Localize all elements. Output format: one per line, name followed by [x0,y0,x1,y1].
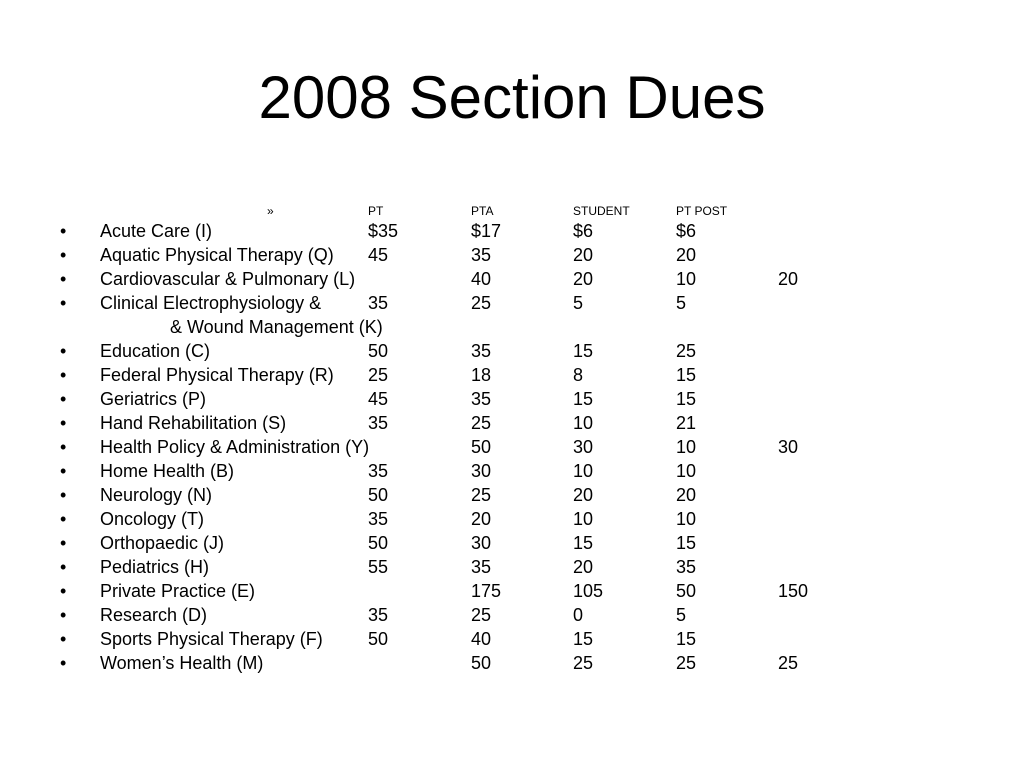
header-marker: » [267,204,274,218]
dues-pt: 50 [368,533,389,553]
dues-pta: 35 [471,341,492,361]
dues-pt-post: 35 [676,557,697,577]
dues-pt: 35 [368,413,389,433]
dues-pt-post: $6 [676,221,697,241]
section-name: Sports Physical Therapy (F) [100,629,323,649]
dues-student: 10 [573,461,594,481]
dues-student: 10 [573,509,594,529]
bullet: • [60,245,67,265]
column-headers [0,203,1024,219]
dues-pta: 20 [471,509,492,529]
dues-extra: 30 [778,437,799,457]
dues-pt-post: 25 [676,341,697,361]
dues-pta: 50 [471,437,492,457]
section-name: Women’s Health (M) [100,653,264,673]
bullet: • [60,437,67,457]
list-item-continuation [0,315,1024,339]
section-name: Orthopaedic (J) [100,533,225,553]
dues-student: 20 [573,485,594,505]
dues-pt: 35 [368,293,389,313]
dues-student: 20 [573,269,594,289]
dues-pta: 40 [471,629,492,649]
dues-pta: 25 [471,413,492,433]
dues-pt: 35 [368,605,389,625]
dues-pt-post: 15 [676,533,697,553]
bullet: • [60,413,67,433]
section-name: Oncology (T) [100,509,205,529]
section-name: Acute Care (I) [100,221,213,241]
dues-student: $6 [573,221,594,241]
header-student: STUDENT [573,204,630,218]
list-item [0,387,1024,411]
bullet: • [60,509,67,529]
section-name: Clinical Electrophysiology & [100,293,322,313]
bullet: • [60,557,67,577]
bullet: • [60,485,67,505]
dues-pta: 50 [471,653,492,673]
dues-pta: $17 [471,221,502,241]
dues-pt-post: 15 [676,629,697,649]
header-pt: PT [368,204,384,218]
bullet: • [60,605,67,625]
dues-pta: 175 [471,581,502,601]
dues-pt: 50 [368,629,389,649]
section-name: Cardiovascular & Pulmonary (L) [100,269,356,289]
bullet: • [60,533,67,553]
section-name: Home Health (B) [100,461,235,481]
dues-student: 15 [573,629,594,649]
list-item [0,627,1024,651]
slide-title: 2008 Section Dues [258,64,766,131]
dues-pt-post: 5 [676,605,687,625]
section-name: Neurology (N) [100,485,213,505]
section-name: Federal Physical Therapy (R) [100,365,334,385]
dues-pt-post: 25 [676,653,697,673]
bullet: • [60,269,67,289]
list-item [0,459,1024,483]
section-name: Health Policy & Administration (Y) [100,437,370,457]
header-pt-post: PT POST [676,204,728,218]
header-pta: PTA [471,204,494,218]
list-item [0,363,1024,387]
bullet: • [60,581,67,601]
dues-student: 15 [573,533,594,553]
dues-pta: 30 [471,533,492,553]
dues-extra: 20 [778,269,799,289]
dues-student: 20 [573,557,594,577]
section-name: Geriatrics (P) [100,389,207,409]
section-name: Pediatrics (H) [100,557,210,577]
list-item [0,507,1024,531]
list-item [0,603,1024,627]
dues-student: 20 [573,245,594,265]
dues-pt-post: 20 [676,245,697,265]
bullet: • [60,461,67,481]
dues-student: 5 [573,293,584,313]
list-item [0,651,1024,675]
dues-extra: 150 [778,581,809,601]
dues-pt: 25 [368,365,389,385]
dues-pt: 55 [368,557,389,577]
dues-student: 8 [573,365,584,385]
dues-pt-post: 15 [676,365,697,385]
list-item [0,411,1024,435]
dues-pt: 45 [368,389,389,409]
dues-pta: 25 [471,605,492,625]
dues-pt-post: 20 [676,485,697,505]
section-name: Hand Rehabilitation (S) [100,413,287,433]
bullet: • [60,365,67,385]
dues-list [0,219,1024,675]
bullet: • [60,221,67,241]
list-item [0,243,1024,267]
dues-pta: 35 [471,389,492,409]
list-item [0,531,1024,555]
section-name-continuation: & Wound Management (K) [170,317,383,337]
dues-pta: 40 [471,269,492,289]
dues-pt: 45 [368,245,389,265]
dues-pta: 25 [471,293,492,313]
bullet: • [60,629,67,649]
dues-pta: 30 [471,461,492,481]
dues-pt-post: 50 [676,581,697,601]
section-name: Research (D) [100,605,208,625]
dues-pt: 35 [368,509,389,529]
dues-pt-post: 10 [676,509,697,529]
dues-student: 105 [573,581,604,601]
dues-extra: 25 [778,653,799,673]
dues-pt-post: 21 [676,413,697,433]
dues-pta: 25 [471,485,492,505]
dues-student: 15 [573,389,594,409]
dues-pta: 18 [471,365,492,385]
dues-pt: 35 [368,461,389,481]
bullet: • [60,389,67,409]
dues-pt-post: 10 [676,269,697,289]
section-name: Aquatic Physical Therapy (Q) [100,245,334,265]
dues-student: 0 [573,605,584,625]
dues-pt-post: 5 [676,293,687,313]
dues-pta: 35 [471,557,492,577]
dues-pt: 50 [368,341,389,361]
list-item [0,291,1024,315]
dues-student: 30 [573,437,594,457]
list-item [0,219,1024,243]
list-item [0,435,1024,459]
dues-pt-post: 10 [676,461,697,481]
dues-student: 10 [573,413,594,433]
list-item [0,555,1024,579]
section-name: Private Practice (E) [100,581,256,601]
list-item [0,339,1024,363]
bullet: • [60,293,67,313]
dues-pta: 35 [471,245,492,265]
dues-pt: $35 [368,221,399,241]
dues-pt-post: 15 [676,389,697,409]
dues-student: 15 [573,341,594,361]
bullet: • [60,653,67,673]
dues-student: 25 [573,653,594,673]
dues-pt: 50 [368,485,389,505]
section-name: Education (C) [100,341,211,361]
dues-pt-post: 10 [676,437,697,457]
list-item [0,483,1024,507]
list-item [0,267,1024,291]
list-item [0,579,1024,603]
bullet: • [60,341,67,361]
